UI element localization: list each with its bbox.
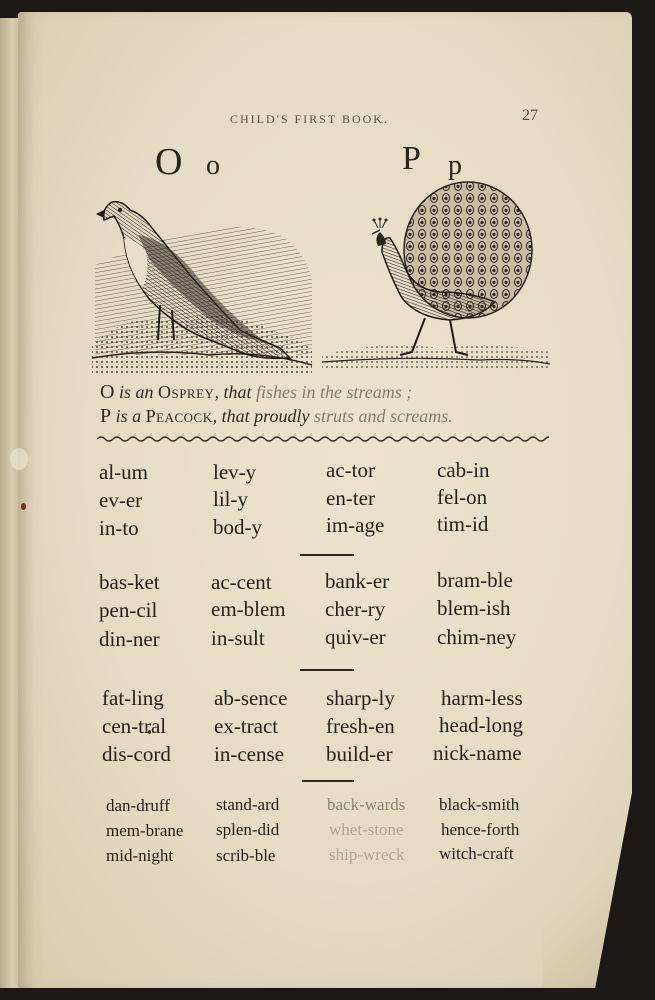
word: lev-y bbox=[213, 460, 257, 484]
word: al-um bbox=[99, 460, 148, 484]
word: nick-name bbox=[433, 741, 522, 765]
section-rule bbox=[302, 780, 354, 782]
word: bank-er bbox=[325, 569, 390, 593]
peacock-illustration bbox=[320, 180, 552, 380]
word: head-long bbox=[439, 713, 523, 737]
word: bram-ble bbox=[437, 568, 513, 592]
page-number: 27 bbox=[522, 107, 538, 124]
running-head: CHILD'S FIRST BOOK. bbox=[230, 112, 389, 126]
word: din-ner bbox=[99, 627, 160, 651]
stain bbox=[10, 448, 28, 470]
verse-bird-name: Osprey bbox=[157, 382, 215, 402]
word: back-wards bbox=[327, 795, 406, 814]
word: ac-cent bbox=[211, 570, 272, 594]
word: bas-ket bbox=[99, 570, 160, 594]
word: cen-tral bbox=[102, 714, 167, 738]
word: sharp-ly bbox=[326, 686, 395, 710]
letter-o-uppercase: O bbox=[155, 141, 183, 183]
word: mid-night bbox=[106, 846, 174, 865]
word: black-smith bbox=[439, 795, 520, 814]
word: fel-on bbox=[437, 485, 488, 509]
word: im-age bbox=[326, 513, 385, 537]
verse-text: struts and screams. bbox=[313, 406, 453, 426]
osprey-illustration bbox=[90, 180, 315, 380]
word: harm-less bbox=[441, 686, 523, 710]
word: in-sult bbox=[211, 626, 265, 650]
word: blem-ish bbox=[437, 596, 511, 620]
verse-initial: O bbox=[100, 381, 115, 403]
verse-text: , that proudly bbox=[212, 406, 314, 426]
left-page-edge bbox=[0, 18, 20, 988]
wavy-divider bbox=[97, 434, 549, 444]
verse-initial: P bbox=[100, 405, 112, 427]
section-rule bbox=[300, 669, 354, 671]
word: lil-y bbox=[213, 487, 248, 511]
word: dan-druff bbox=[106, 796, 170, 815]
verse-line-peacock bbox=[100, 405, 453, 428]
word: ab-sence bbox=[214, 686, 288, 710]
word: whet-stone bbox=[329, 820, 404, 839]
word: scrib-ble bbox=[216, 846, 276, 865]
stain bbox=[21, 503, 26, 510]
letter-p-lowercase: p bbox=[448, 150, 462, 181]
word: chim-ney bbox=[437, 625, 517, 649]
word: en-ter bbox=[326, 486, 375, 510]
word: fat-ling bbox=[102, 686, 164, 710]
word: ev-er bbox=[99, 488, 143, 512]
word: build-er bbox=[326, 742, 393, 766]
verse-bird-name: Peacock bbox=[145, 406, 213, 426]
word: in-cense bbox=[214, 742, 284, 766]
word: splen-did bbox=[216, 820, 280, 839]
section-rule bbox=[300, 554, 354, 556]
word: bod-y bbox=[213, 515, 262, 539]
word: ship-wreck bbox=[329, 845, 405, 864]
word: em-blem bbox=[211, 597, 286, 621]
word: ex-tract bbox=[214, 714, 279, 738]
verse-text: , that bbox=[214, 382, 256, 402]
verse-text: is a bbox=[111, 406, 146, 426]
word: fresh-en bbox=[326, 714, 395, 738]
verse-text: is an bbox=[114, 382, 158, 402]
word: in-to bbox=[99, 516, 139, 540]
word: tim-id bbox=[437, 512, 489, 536]
word: cab-in bbox=[437, 458, 490, 482]
word: cher-ry bbox=[325, 597, 386, 621]
letter-o-lowercase: o bbox=[206, 150, 220, 181]
letter-p-uppercase: P bbox=[402, 140, 421, 177]
word: pen-cil bbox=[99, 598, 158, 622]
word: witch-craft bbox=[439, 844, 514, 863]
verse-line-osprey bbox=[100, 381, 412, 404]
word: dis-cord bbox=[102, 742, 171, 766]
word: hence-forth bbox=[441, 820, 520, 839]
word: stand-ard bbox=[216, 795, 280, 814]
verse-text: fishes in the streams ; bbox=[255, 382, 413, 402]
word: quiv-er bbox=[325, 625, 386, 649]
word: ac-tor bbox=[326, 458, 375, 482]
word: mem-brane bbox=[106, 821, 184, 840]
